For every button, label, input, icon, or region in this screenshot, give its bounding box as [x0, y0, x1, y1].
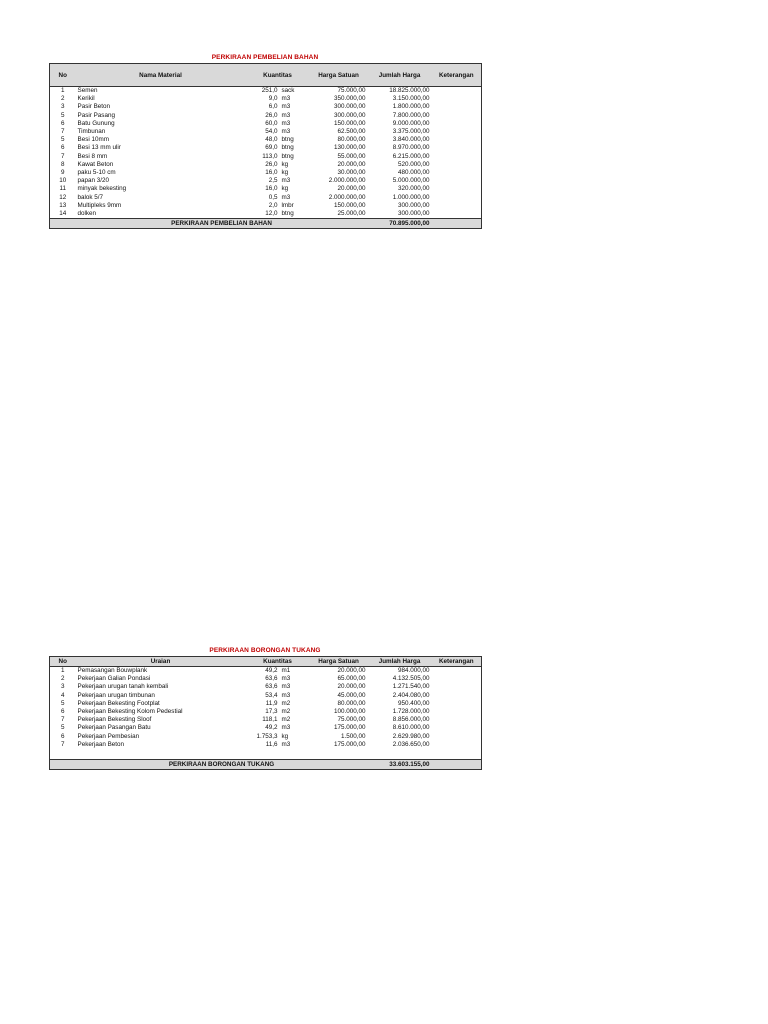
table-row	[50, 733, 482, 741]
material-total-row	[50, 219, 482, 229]
row-unit-price: 100.000,00	[334, 708, 366, 716]
material-table-title: PERKIRAAN PEMBELIAN BAHAN	[211, 54, 319, 61]
row-total-price: 2.036.650,00	[392, 740, 430, 748]
row-remarks	[432, 177, 482, 185]
row-item-name: Kawat Beton	[77, 160, 114, 168]
row-remarks	[432, 153, 482, 161]
row-total-price: 1.800.000,00	[392, 103, 430, 111]
table-row	[50, 112, 482, 120]
row-quantity: 16,0	[265, 169, 278, 177]
labor-total-row	[50, 760, 482, 770]
row-total-price: 8.610.000,00	[392, 724, 430, 732]
row-remarks	[432, 700, 482, 708]
row-total-price: 9.000.000,00	[392, 119, 430, 127]
row-unit-price: 175.000,00	[334, 740, 366, 748]
row-total-price: 2.629.980,00	[392, 732, 430, 740]
row-number: 12	[59, 193, 67, 201]
row-unit-price: 80.000,00	[337, 699, 366, 707]
row-remarks	[432, 161, 482, 169]
row-item-name: Pekerjaan Pembesian	[77, 732, 140, 740]
row-remarks	[432, 683, 482, 691]
table-row	[50, 194, 482, 202]
row-number: 5	[60, 724, 65, 732]
row-quantity: 1.753,3	[256, 732, 278, 740]
table-row	[50, 169, 482, 177]
row-unit: btng	[281, 210, 294, 218]
header-remarks: Keterangan	[432, 657, 482, 667]
row-quantity: 16,0	[265, 185, 278, 193]
row-item-name: papan 3/20	[77, 177, 110, 185]
row-remarks	[432, 724, 482, 732]
table-row	[50, 161, 482, 169]
row-item-name: Besi 13 mm ulir	[77, 144, 121, 152]
row-number: 3	[60, 103, 65, 111]
row-total-price: 1.728.000,00	[392, 708, 430, 716]
row-total-price: 3.150.000,00	[392, 95, 430, 103]
row-unit-price: 25.000,00	[337, 210, 366, 218]
row-quantity: 2,5	[268, 177, 278, 185]
row-unit-price: 75.000,00	[337, 716, 366, 724]
row-item-name: Pekerjaan urugan tanah kembali	[77, 683, 169, 691]
table-row	[50, 185, 482, 193]
row-quantity: 118,1	[262, 716, 278, 724]
row-remarks	[432, 169, 482, 177]
row-item-name: Pemasangan Bouwplank	[77, 667, 148, 674]
row-unit-price: 1.500,00	[341, 732, 366, 740]
row-quantity: 11,6	[265, 740, 278, 748]
row-unit-price: 65.000,00	[337, 675, 366, 683]
row-unit: m3	[281, 177, 291, 185]
row-remarks	[432, 194, 482, 202]
row-unit: sack	[281, 87, 295, 94]
row-item-name: Pekerjaan Galian Pondasi	[77, 675, 151, 683]
row-total-price: 5.000.000,00	[392, 177, 430, 185]
row-unit-price: 20.000,00	[337, 160, 366, 168]
table-row	[50, 716, 482, 724]
table-row	[50, 210, 482, 219]
row-total-price: 300.000,00	[398, 201, 430, 209]
row-item-name: Semen	[77, 87, 98, 94]
row-unit-price: 75.000,00	[337, 87, 366, 94]
row-quantity: 48,0	[265, 136, 278, 144]
labor-header-row	[50, 657, 482, 667]
row-unit-price: 300.000,00	[334, 103, 366, 111]
header-quantity: Kuantitas	[246, 64, 310, 87]
row-item-name: Pekerjaan Bekesting Sloof	[77, 716, 152, 724]
row-remarks	[432, 112, 482, 120]
row-number: 1	[60, 667, 65, 674]
row-remarks	[432, 716, 482, 724]
row-quantity: 54,0	[265, 128, 278, 136]
row-total-price: 320.000,00	[398, 185, 430, 193]
table-row	[50, 675, 482, 683]
row-item-name: minyak bekesting	[77, 185, 127, 193]
row-number: 2	[60, 95, 65, 103]
table-row	[50, 667, 482, 676]
row-number: 6	[60, 708, 65, 716]
row-remarks	[432, 103, 482, 111]
row-unit-price: 45.000,00	[337, 691, 366, 699]
row-quantity: 6,0	[268, 103, 278, 111]
header-no: No	[50, 64, 76, 87]
material-table	[49, 63, 482, 229]
table-row	[50, 87, 482, 96]
row-total-price: 8.856.000,00	[392, 716, 430, 724]
row-unit: kg	[281, 169, 289, 177]
table-row	[50, 144, 482, 152]
row-quantity: 63,6	[265, 675, 278, 683]
row-unit-price: 55.000,00	[337, 152, 366, 160]
row-item-name: Pekerjaan Bekesting Kolom Pedestial	[77, 708, 183, 716]
row-unit: btng	[281, 152, 294, 160]
row-item-name: dolken	[77, 210, 97, 218]
row-unit: m3	[281, 119, 291, 127]
row-number: 5	[60, 699, 65, 707]
row-unit: kg	[281, 732, 289, 740]
row-unit-price: 20.000,00	[337, 185, 366, 193]
row-number: 6	[60, 732, 65, 740]
row-number: 7	[60, 128, 65, 136]
row-total-price: 1.000.000,00	[392, 193, 430, 201]
header-description: Uraian	[76, 657, 246, 667]
labor-spacer-row	[50, 749, 482, 760]
row-unit: kg	[281, 160, 289, 168]
row-total-price: 3.840.000,00	[392, 136, 430, 144]
row-unit-price: 150.000,00	[334, 201, 366, 209]
row-remarks	[432, 185, 482, 193]
table-row	[50, 120, 482, 128]
header-total-price: Jumlah Harga	[368, 64, 432, 87]
table-row	[50, 202, 482, 210]
row-item-name: Pekerjaan Bekesting Footplat	[77, 699, 160, 707]
row-unit: btng	[281, 136, 294, 144]
row-total-price: 8.970.000,00	[392, 144, 430, 152]
row-item-name: Pasir Pasang	[77, 111, 115, 119]
table-row	[50, 683, 482, 691]
row-unit: m3	[281, 724, 291, 732]
row-total-price: 18.825.000,00	[389, 87, 430, 94]
row-quantity: 26,0	[265, 111, 278, 119]
row-item-name: Multipleks 9mm	[77, 201, 122, 209]
row-remarks	[432, 210, 482, 219]
row-unit: m3	[281, 193, 291, 201]
table-row	[50, 700, 482, 708]
row-remarks	[432, 120, 482, 128]
row-unit: m3	[281, 675, 291, 683]
row-unit: lmbr	[281, 201, 294, 209]
row-remarks	[432, 708, 482, 716]
row-unit-price: 350.000,00	[334, 95, 366, 103]
row-unit: m3	[281, 691, 291, 699]
row-quantity: 0,5	[268, 193, 278, 201]
row-unit: m3	[281, 95, 291, 103]
row-item-name: Kerikil	[77, 95, 95, 103]
row-number: 6	[60, 144, 65, 152]
row-unit-price: 2.000.000,00	[328, 177, 366, 185]
row-number: 5	[60, 111, 65, 119]
row-number: 3	[60, 683, 65, 691]
row-unit: kg	[281, 185, 289, 193]
table-row	[50, 153, 482, 161]
row-item-name: Timbunan	[77, 128, 106, 136]
row-number: 11	[59, 185, 67, 193]
row-unit-price: 62.500,00	[337, 128, 366, 136]
row-total-price: 984.000,00	[398, 667, 430, 674]
row-total-price: 520.000,00	[398, 160, 430, 168]
row-unit: m3	[281, 111, 291, 119]
row-remarks	[432, 692, 482, 700]
table-row	[50, 741, 482, 749]
table-row	[50, 177, 482, 185]
header-name: Nama Material	[76, 64, 246, 87]
row-quantity: 49,2	[265, 667, 278, 674]
row-unit: m1	[281, 667, 291, 674]
row-item-name: Besi 10mm	[77, 136, 109, 144]
row-remarks	[432, 136, 482, 144]
labor-table	[49, 656, 482, 770]
material-total-value: 70.895.000,00	[368, 219, 432, 229]
table-row	[50, 724, 482, 732]
row-number: 14	[59, 210, 67, 218]
table-row	[50, 708, 482, 716]
row-total-price: 1.271.540,00	[392, 683, 430, 691]
row-remarks	[432, 667, 482, 676]
row-unit-price: 30.000,00	[337, 169, 366, 177]
row-unit-price: 20.000,00	[337, 667, 366, 674]
row-total-price: 950.400,00	[398, 699, 430, 707]
row-item-name: Batu Gunung	[77, 119, 115, 127]
row-number: 13	[59, 201, 67, 209]
row-total-price: 300.000,00	[398, 210, 430, 218]
row-item-name: Pekerjaan urugan timbunan	[77, 691, 155, 699]
row-number: 7	[60, 716, 65, 724]
labor-total-value: 33.603.155,00	[368, 760, 432, 770]
row-item-name: Pasir Beton	[77, 103, 111, 111]
row-item-name: balok 5/7	[77, 193, 104, 201]
header-quantity: Kuantitas	[246, 657, 310, 667]
row-item-name: Pekerjaan Pasangan Batu	[77, 724, 151, 732]
row-quantity: 2,0	[268, 201, 278, 209]
row-remarks	[432, 95, 482, 103]
row-number: 10	[59, 177, 67, 185]
row-quantity: 251,0	[261, 87, 278, 94]
row-total-price: 7.800.000,00	[392, 111, 430, 119]
labor-total-label: PERKIRAAN BORONGAN TUKANG	[76, 760, 368, 770]
row-item-name: Pekerjaan Beton	[77, 740, 125, 748]
row-quantity: 49,2	[265, 724, 278, 732]
row-quantity: 63,6	[265, 683, 278, 691]
row-quantity: 9,0	[268, 95, 278, 103]
row-unit-price: 2.000.000,00	[328, 193, 366, 201]
row-remarks	[432, 202, 482, 210]
table-row	[50, 692, 482, 700]
row-unit: btng	[281, 144, 294, 152]
row-unit: m3	[281, 683, 291, 691]
row-number: 4	[60, 691, 65, 699]
header-no: No	[50, 657, 76, 667]
row-quantity: 11,9	[265, 699, 278, 707]
row-quantity: 26,0	[265, 160, 278, 168]
header-unit-price: Harga Satuan	[310, 657, 368, 667]
table-row	[50, 136, 482, 144]
table-row	[50, 103, 482, 111]
row-unit-price: 20.000,00	[337, 683, 366, 691]
row-remarks	[432, 128, 482, 136]
row-unit: m2	[281, 716, 291, 724]
row-quantity: 60,0	[265, 119, 278, 127]
row-total-price: 6.215.000,00	[392, 152, 430, 160]
row-remarks	[432, 144, 482, 152]
row-remarks	[432, 741, 482, 749]
row-unit: m3	[281, 740, 291, 748]
row-unit-price: 175.000,00	[334, 724, 366, 732]
material-total-label: PERKIRAAN PEMBELIAN BAHAN	[76, 219, 368, 229]
row-unit-price: 150.000,00	[334, 119, 366, 127]
header-unit-price: Harga Satuan	[310, 64, 368, 87]
row-number: 9	[60, 169, 65, 177]
row-total-price: 480.000,00	[398, 169, 430, 177]
row-unit-price: 80.000,00	[337, 136, 366, 144]
row-remarks	[432, 87, 482, 96]
row-remarks	[432, 733, 482, 741]
row-number: 1	[60, 87, 65, 94]
row-total-price: 4.132.505,00	[392, 675, 430, 683]
row-number: 8	[60, 160, 65, 168]
row-remarks	[432, 675, 482, 683]
row-item-name: paku 5-10 cm	[77, 169, 116, 177]
row-number: 6	[60, 119, 65, 127]
row-number: 7	[60, 152, 65, 160]
labor-table-title: PERKIRAAN BORONGAN TUKANG	[209, 647, 321, 654]
row-total-price: 2.404.080,00	[392, 691, 430, 699]
row-number: 5	[60, 136, 65, 144]
row-item-name: Besi 8 mm	[77, 152, 108, 160]
row-quantity: 69,0	[265, 144, 278, 152]
row-unit-price: 300.000,00	[334, 111, 366, 119]
row-number: 2	[60, 675, 65, 683]
header-total-price: Jumlah Harga	[368, 657, 432, 667]
table-row	[50, 95, 482, 103]
row-unit: m2	[281, 699, 291, 707]
row-unit: m2	[281, 708, 291, 716]
row-quantity: 53,4	[265, 691, 278, 699]
header-remarks: Keterangan	[432, 64, 482, 87]
row-quantity: 12,0	[265, 210, 278, 218]
row-quantity: 17,3	[265, 708, 278, 716]
row-number: 7	[60, 740, 65, 748]
row-total-price: 3.375.000,00	[392, 128, 430, 136]
material-header-row	[50, 64, 482, 87]
row-unit: m3	[281, 128, 291, 136]
table-row	[50, 128, 482, 136]
row-quantity: 113,0	[262, 152, 278, 160]
row-unit: m3	[281, 103, 291, 111]
row-unit-price: 130.000,00	[334, 144, 366, 152]
